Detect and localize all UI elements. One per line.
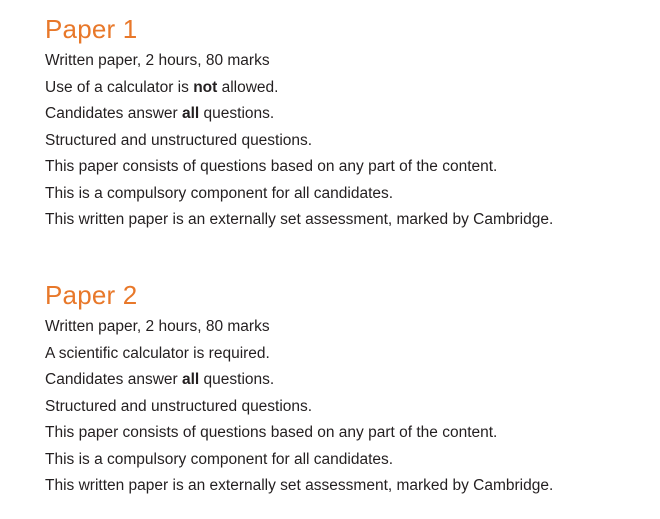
line-text: This is a compulsory component for all candidates. xyxy=(45,184,394,202)
line-text: Written paper, 2 hours, 80 marks xyxy=(45,318,270,335)
paper-2-line xyxy=(45,447,645,474)
paper-2-line xyxy=(45,420,645,447)
line-text: questions. xyxy=(199,371,275,388)
paper-1-line xyxy=(45,154,645,181)
paper-2-line xyxy=(45,394,645,421)
line-text: This paper consists of questions based on any part of the content. xyxy=(45,424,498,441)
line-text: Structured and unstructured questions. xyxy=(45,397,313,415)
paper-1-section xyxy=(45,12,645,234)
line-text: Structured and unstructured questions. xyxy=(45,131,313,149)
paper-1-details-list xyxy=(45,48,645,234)
paper-2-line xyxy=(45,367,645,394)
paper-1-line xyxy=(45,181,645,208)
paper-2-section xyxy=(45,278,645,500)
line-text: This written paper is an externally set assessment, marked by Cambridge. xyxy=(45,477,554,494)
paper-2-details-list xyxy=(45,314,645,500)
line-text: Candidates answer xyxy=(45,371,182,388)
line-text: A scientific calculator is required. xyxy=(45,344,270,362)
line-text: Candidates answer xyxy=(45,105,182,122)
line-text: questions. xyxy=(199,105,275,122)
paper-1-line xyxy=(45,207,645,234)
paper-1-line xyxy=(45,128,645,155)
paper-1-line xyxy=(45,48,645,75)
paper-2-line xyxy=(45,314,645,341)
paper-2-line xyxy=(45,341,645,368)
paper-1-line xyxy=(45,75,645,102)
line-bold-text: all xyxy=(182,105,200,122)
line-text: This written paper is an externally set assessment, marked by Cambridge. xyxy=(45,211,554,228)
line-bold-text: all xyxy=(182,371,200,388)
line-text: This paper consists of questions based on any part of the content. xyxy=(45,158,498,175)
paper-2-line xyxy=(45,473,645,500)
line-text: allowed. xyxy=(217,78,279,96)
paper-1-heading: Paper 1 xyxy=(45,14,138,44)
paper-1-line xyxy=(45,101,645,128)
line-text: Use of a calculator is xyxy=(45,78,194,96)
paper-2-heading: Paper 2 xyxy=(45,280,138,310)
line-text: Written paper, 2 hours, 80 marks xyxy=(45,52,270,69)
line-text: This is a compulsory component for all candidates. xyxy=(45,450,394,468)
line-bold-text: not xyxy=(193,78,218,96)
